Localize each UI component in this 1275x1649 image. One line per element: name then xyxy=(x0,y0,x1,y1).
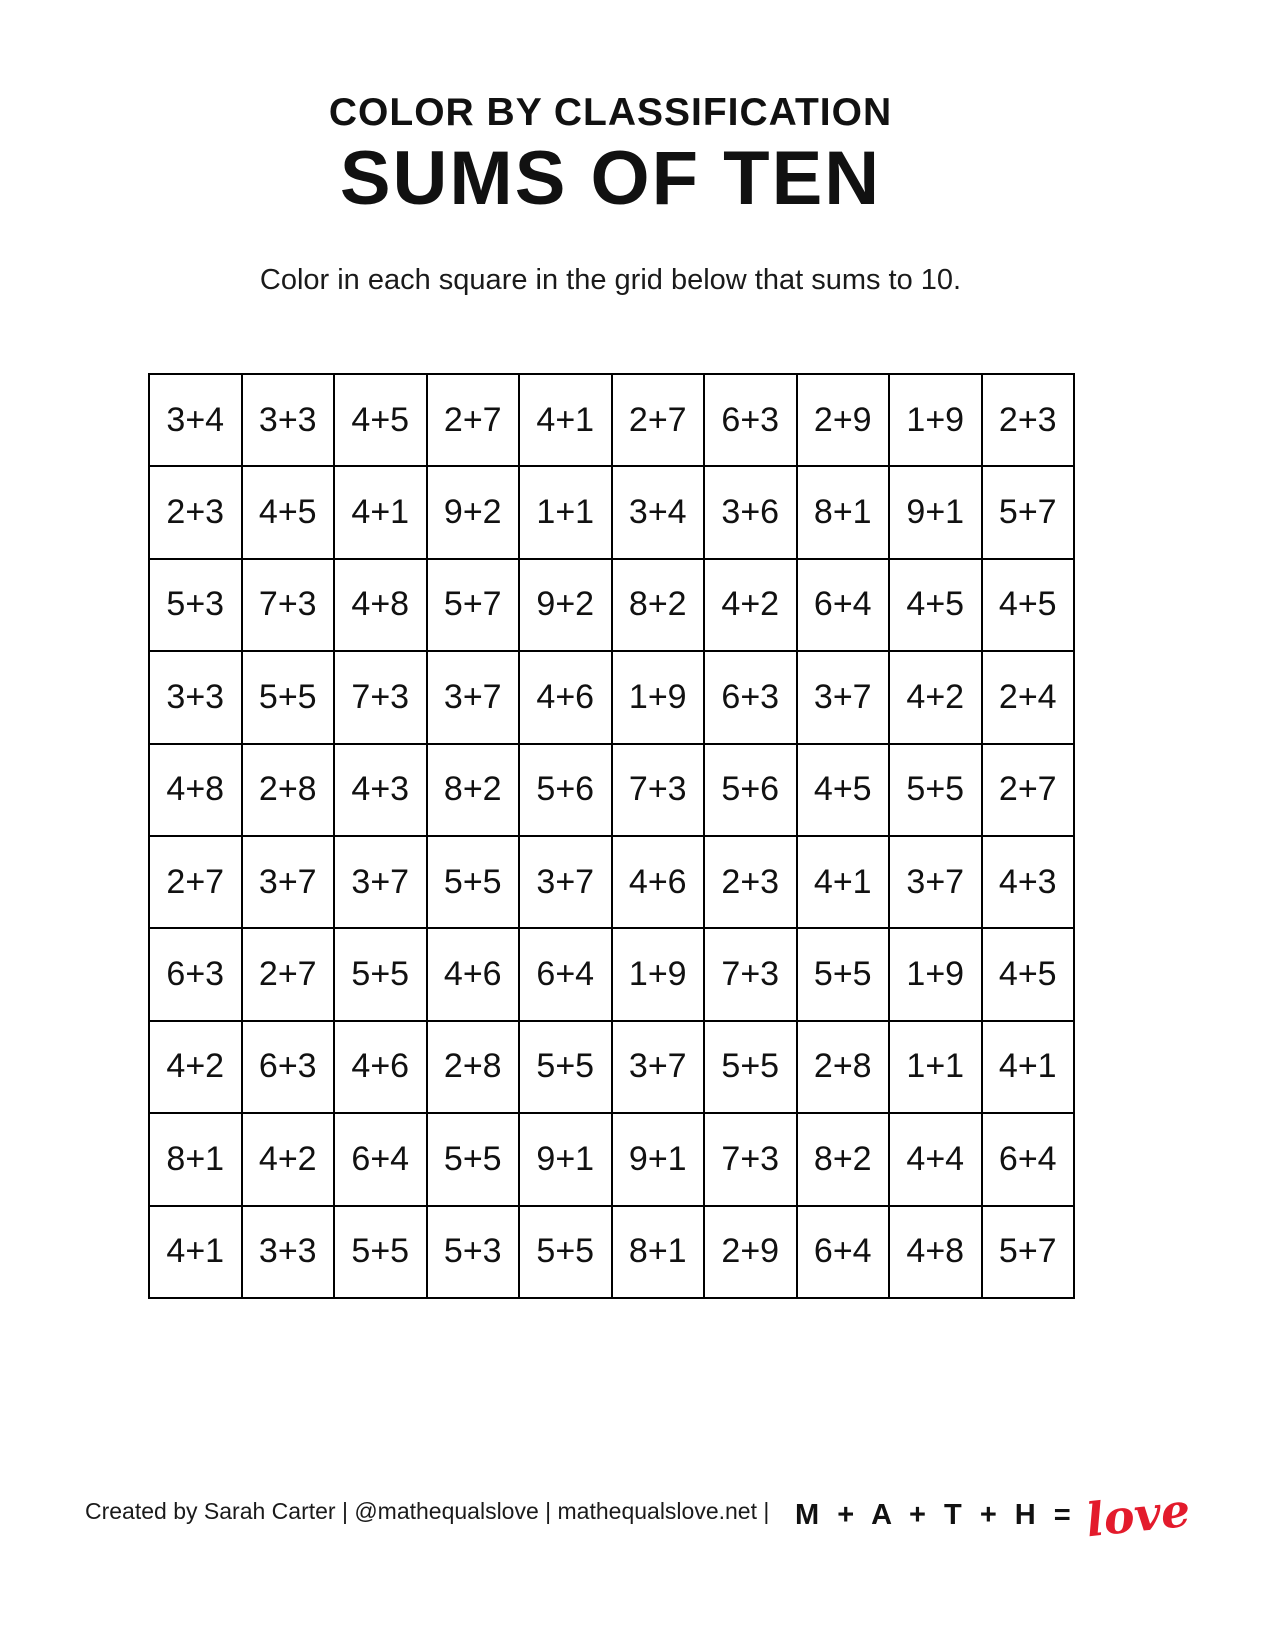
grid-cell: 3+4 xyxy=(612,466,705,558)
grid-cell: 2+4 xyxy=(982,651,1075,743)
grid-cell: 4+1 xyxy=(982,1021,1075,1113)
grid-cell: 6+4 xyxy=(519,928,612,1020)
grid-cell: 5+5 xyxy=(519,1206,612,1298)
grid-cell: 4+2 xyxy=(149,1021,242,1113)
grid-row xyxy=(149,744,1074,836)
grid-row xyxy=(149,928,1074,1020)
grid-cell: 4+8 xyxy=(889,1206,982,1298)
grid-cell: 3+6 xyxy=(704,466,797,558)
grid-cell: 2+3 xyxy=(704,836,797,928)
grid-row xyxy=(149,1021,1074,1113)
grid-cell: 1+9 xyxy=(889,374,982,466)
grid-cell: 6+4 xyxy=(334,1113,427,1205)
grid-cell: 5+3 xyxy=(427,1206,520,1298)
grid-cell: 5+3 xyxy=(149,559,242,651)
worksheet-subtitle: COLOR BY CLASSIFICATION xyxy=(328,91,893,134)
grid-cell: 7+3 xyxy=(242,559,335,651)
grid-cell: 5+5 xyxy=(889,744,982,836)
grid-cell: 2+7 xyxy=(149,836,242,928)
grid-cell: 5+5 xyxy=(427,836,520,928)
grid-cell: 5+5 xyxy=(704,1021,797,1113)
instruction-text: Color in each square in the grid below that sums to 10. xyxy=(259,264,962,296)
grid-row xyxy=(149,374,1074,466)
sums-grid-body xyxy=(149,374,1074,1298)
grid-cell: 7+3 xyxy=(612,744,705,836)
grid-cell: 4+8 xyxy=(149,744,242,836)
grid-row xyxy=(149,1206,1074,1298)
grid-cell: 5+5 xyxy=(519,1021,612,1113)
grid-row xyxy=(149,559,1074,651)
grid-cell: 4+5 xyxy=(334,374,427,466)
grid-cell: 9+1 xyxy=(612,1113,705,1205)
logo-math-text: M + A + T + H = xyxy=(795,1498,1076,1531)
grid-cell: 6+4 xyxy=(982,1113,1075,1205)
grid-cell: 2+3 xyxy=(149,466,242,558)
grid-cell: 2+8 xyxy=(427,1021,520,1113)
grid-cell: 2+3 xyxy=(982,374,1075,466)
grid-row xyxy=(149,466,1074,558)
grid-cell: 4+8 xyxy=(334,559,427,651)
grid-cell: 4+6 xyxy=(334,1021,427,1113)
grid-cell: 6+3 xyxy=(242,1021,335,1113)
grid-cell: 1+9 xyxy=(612,928,705,1020)
grid-cell: 3+4 xyxy=(149,374,242,466)
credit-text: Created by Sarah Carter | @mathequalslove | mathequalslove.net | xyxy=(85,1498,770,1524)
grid-cell: 4+1 xyxy=(149,1206,242,1298)
grid-cell: 8+1 xyxy=(612,1206,705,1298)
grid-cell: 1+9 xyxy=(889,928,982,1020)
grid-cell: 7+3 xyxy=(704,928,797,1020)
grid-cell: 3+7 xyxy=(334,836,427,928)
grid-cell: 4+5 xyxy=(797,744,890,836)
grid-cell: 5+5 xyxy=(242,651,335,743)
grid-cell: 4+1 xyxy=(334,466,427,558)
grid-cell: 6+4 xyxy=(797,1206,890,1298)
grid-cell: 9+1 xyxy=(889,466,982,558)
grid-cell: 5+5 xyxy=(334,1206,427,1298)
grid-cell: 6+3 xyxy=(704,651,797,743)
grid-cell: 5+6 xyxy=(519,744,612,836)
grid-cell: 4+5 xyxy=(242,466,335,558)
math-equals-love-logo xyxy=(795,1482,1193,1548)
grid-row xyxy=(149,651,1074,743)
grid-cell: 3+7 xyxy=(889,836,982,928)
grid-cell: 4+3 xyxy=(982,836,1075,928)
grid-cell: 4+5 xyxy=(982,559,1075,651)
grid-cell: 4+5 xyxy=(982,928,1075,1020)
grid-cell: 1+1 xyxy=(519,466,612,558)
grid-cell: 9+1 xyxy=(519,1113,612,1205)
grid-cell: 6+3 xyxy=(704,374,797,466)
grid-cell: 8+2 xyxy=(797,1113,890,1205)
grid-cell: 3+7 xyxy=(797,651,890,743)
grid-cell: 7+3 xyxy=(704,1113,797,1205)
grid-cell: 2+9 xyxy=(797,374,890,466)
grid-cell: 4+2 xyxy=(242,1113,335,1205)
grid-cell: 4+3 xyxy=(334,744,427,836)
grid-cell: 2+7 xyxy=(982,744,1075,836)
grid-cell: 7+3 xyxy=(334,651,427,743)
grid-cell: 3+7 xyxy=(519,836,612,928)
grid-cell: 3+3 xyxy=(149,651,242,743)
grid-cell: 3+3 xyxy=(242,374,335,466)
grid-cell: 5+7 xyxy=(982,1206,1075,1298)
grid-cell: 5+5 xyxy=(797,928,890,1020)
grid-cell: 3+7 xyxy=(427,651,520,743)
grid-cell: 3+7 xyxy=(612,1021,705,1113)
grid-cell: 2+8 xyxy=(797,1021,890,1113)
grid-cell: 4+1 xyxy=(797,836,890,928)
grid-cell: 9+2 xyxy=(427,466,520,558)
logo-love-script: love xyxy=(1083,1482,1193,1548)
worksheet-title: SUMS OF TEN xyxy=(339,135,882,221)
grid-cell: 8+1 xyxy=(149,1113,242,1205)
grid-cell: 4+1 xyxy=(519,374,612,466)
grid-cell: 5+7 xyxy=(427,559,520,651)
grid-cell: 8+2 xyxy=(612,559,705,651)
grid-cell: 1+9 xyxy=(612,651,705,743)
grid-cell: 4+2 xyxy=(889,651,982,743)
grid-cell: 8+1 xyxy=(797,466,890,558)
grid-row xyxy=(149,836,1074,928)
grid-cell: 4+6 xyxy=(519,651,612,743)
grid-cell: 6+4 xyxy=(797,559,890,651)
grid-cell: 4+6 xyxy=(427,928,520,1020)
grid-cell: 2+7 xyxy=(427,374,520,466)
grid-cell: 5+5 xyxy=(334,928,427,1020)
grid-cell: 3+3 xyxy=(242,1206,335,1298)
grid-row xyxy=(149,1113,1074,1205)
grid-cell: 2+8 xyxy=(242,744,335,836)
page-header xyxy=(148,92,1073,219)
grid-cell: 5+7 xyxy=(982,466,1075,558)
grid-cell: 3+7 xyxy=(242,836,335,928)
grid-cell: 4+5 xyxy=(889,559,982,651)
grid-cell: 5+5 xyxy=(427,1113,520,1205)
grid-cell: 2+7 xyxy=(612,374,705,466)
grid-cell: 2+9 xyxy=(704,1206,797,1298)
grid-cell: 9+2 xyxy=(519,559,612,651)
grid-cell: 4+4 xyxy=(889,1113,982,1205)
grid-cell: 2+7 xyxy=(242,928,335,1020)
sums-grid xyxy=(148,373,1075,1299)
grid-cell: 8+2 xyxy=(427,744,520,836)
grid-cell: 6+3 xyxy=(149,928,242,1020)
grid-cell: 4+2 xyxy=(704,559,797,651)
grid-cell: 4+6 xyxy=(612,836,705,928)
grid-cell: 5+6 xyxy=(704,744,797,836)
grid-cell: 1+1 xyxy=(889,1021,982,1113)
